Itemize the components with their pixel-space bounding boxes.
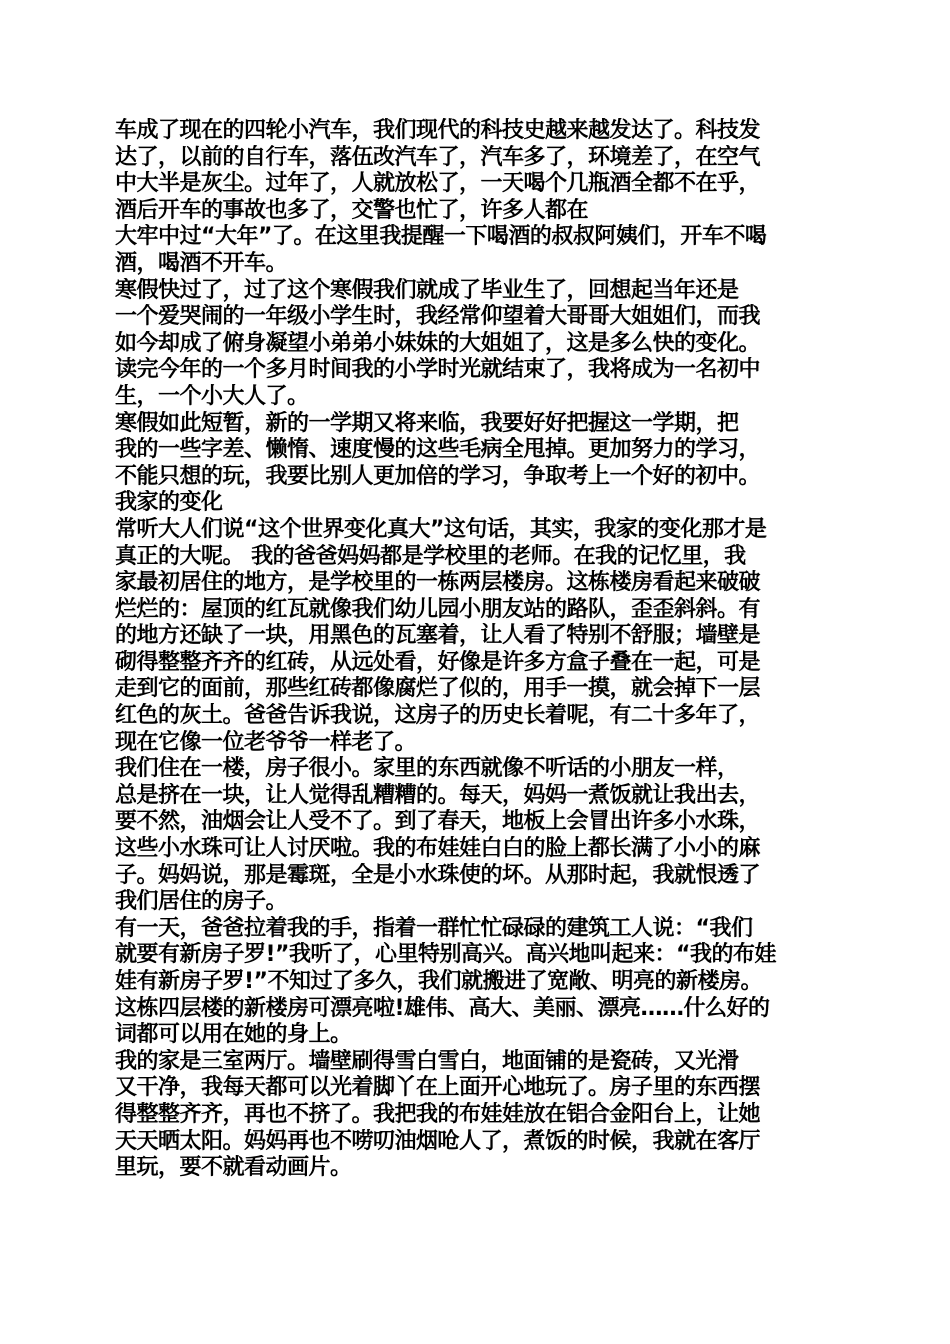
- text-line: 中大半是灰尘。过年了，人就放松了，一天喝个几瓶酒全都不在乎，: [115, 171, 761, 197]
- text-line: 烂烂的：屋顶的红瓦就像我们幼儿园小朋友站的路队，歪歪斜斜。有: [115, 596, 761, 622]
- text-line: 寒假快过了，过了这个寒假我们就成了毕业生了，回想起当年还是: [115, 277, 739, 303]
- text-line: 有一天，爸爸拉着我的手，指着一群忙忙碌碌的建筑工人说：“我们: [115, 915, 753, 941]
- text-line: 这些小水珠可让人讨厌啦。我的布娃娃白白的脸上都长满了小小的麻: [115, 836, 761, 862]
- text-line: 寒假如此短暂，新的一学期又将来临，我要好好把握这一学期，把: [115, 410, 739, 436]
- text-line: 不能只想的玩，我要比别人更加倍的学习，争取考上一个好的初中。: [115, 463, 761, 489]
- text-line: 红色的灰土。爸爸告诉我说，这房子的历史长着呢，有二十多年了，: [115, 703, 761, 729]
- text-line: 就要有新房子罗!”我听了，心里特别高兴。高兴地叫起来：“我的布娃: [115, 942, 776, 968]
- text-line: 我们居住的房子。: [115, 889, 288, 915]
- text-line: 读完今年的一个多月时间我的小学时光就结束了，我将成为一名初中: [115, 357, 761, 383]
- text-line: 娃有新房子罗!”不知过了多久，我们就搬进了宽敞、明亮的新楼房。: [115, 969, 762, 994]
- text-line: 要不然，油烟会让人受不了。到了春天，地板上会冒出许多小水珠，: [115, 809, 761, 835]
- text-line: 家最初居住的地方，是学校里的一栋两层楼房。这栋楼房看起来破破: [115, 570, 761, 596]
- text-line: 我们住在一楼，房子很小。家里的东西就像不听话的小朋友一样，: [115, 756, 739, 782]
- text-line: 子。妈妈说，那是霉斑，全是小水珠使的坏。从那时起，我就恨透了: [115, 862, 761, 888]
- text-line: 一个爱哭闹的一年级小学生时，我经常仰望着大哥哥大姐姐们，而我: [115, 304, 761, 330]
- text-line: 得整整齐齐，再也不挤了。我把我的布娃娃放在铝合金阳台上，让她: [115, 1101, 761, 1127]
- text-line: 如今却成了俯身凝望小弟弟小妹妹的大姐姐了，这是多么快的变化。: [115, 330, 761, 356]
- text-line: 词都可以用在她的身上。: [115, 1022, 352, 1048]
- text-line: 我的家是三室两厅。墙壁刷得雪白雪白，地面铺的是瓷砖，又光滑: [115, 1048, 739, 1074]
- text-line: 真正的大呢。 我的爸爸妈妈都是学校里的老师。在我的记忆里，我: [115, 543, 746, 569]
- text-line: 生，一个小大人了。: [115, 383, 309, 409]
- text-line: 车成了现在的四轮小汽车，我们现代的科技史越来越发达了。科技发: [115, 118, 761, 143]
- text-line: 砌得整整齐齐的红砖，从远处看，好像是许多方盒子叠在一起，可是: [115, 649, 761, 675]
- text-line: 我的一些字差、懒惰、速度慢的这些毛病全甩掉。更加努力的学习，: [115, 437, 761, 463]
- section-title: 我家的变化: [115, 490, 223, 516]
- text-line: 酒，喝酒不开车。: [115, 250, 288, 276]
- text-line: 现在它像一位老爷爷一样老了。: [115, 729, 417, 755]
- text-line: 这栋四层楼的新楼房可漂亮啦!雄伟、高大、美丽、漂亮……什么好的: [115, 995, 770, 1021]
- text-line: 天天晒太阳。妈妈再也不唠叨油烟呛人了，煮饭的时候，我就在客厅: [115, 1128, 761, 1154]
- text-line: 又干净，我每天都可以光着脚丫在上面开心地玩了。房子里的东西摆: [115, 1075, 761, 1101]
- text-line: 大牢中过“大年”了。在这里我提醒一下喝酒的叔叔阿姨们，开车不喝: [115, 224, 767, 250]
- text-line: 走到它的面前，那些红砖都像腐烂了似的，用手一摸，就会掉下一层: [115, 676, 761, 702]
- document-body: [115, 118, 837, 1182]
- text-line: 达了，以前的自行车，落伍改汽车了，汽车多了，环境差了，在空气: [115, 144, 761, 170]
- text-line: 常听大人们说“这个世界变化真大”这句话，其实，我家的变化那才是: [115, 516, 767, 542]
- text-line: 里玩，要不就看动画片。: [115, 1155, 352, 1181]
- text-line: 酒后开车的事故也多了，交警也忙了，许多人都在: [115, 197, 589, 223]
- text-line: 总是挤在一块，让人觉得乱糟糟的。每天，妈妈一煮饭就让我出去，: [115, 782, 761, 808]
- text-line: 的地方还缺了一块，用黑色的瓦塞着，让人看了特别不舒服；墙壁是: [115, 623, 761, 649]
